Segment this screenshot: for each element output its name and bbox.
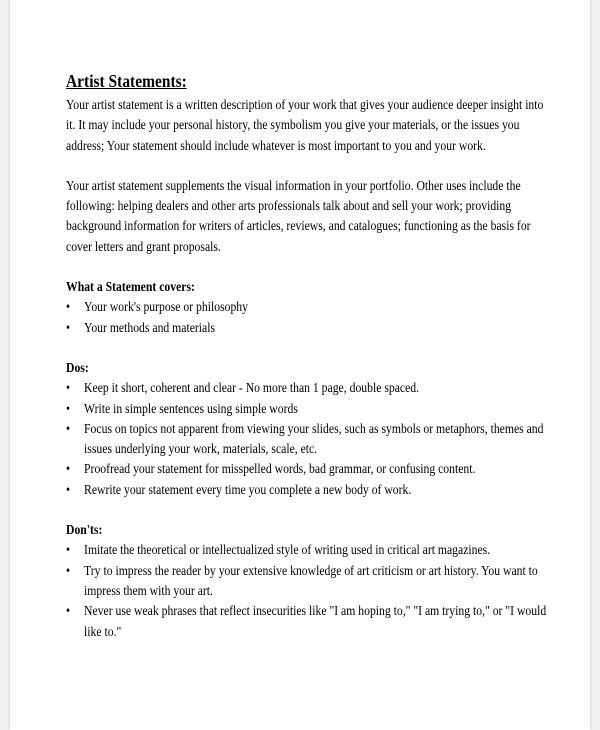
list-item bbox=[66, 459, 548, 479]
donts-list bbox=[66, 540, 548, 641]
paragraph-spacer bbox=[66, 257, 548, 277]
list-item bbox=[66, 601, 548, 642]
list-item bbox=[66, 561, 548, 602]
list-item-text: Your methods and materials bbox=[84, 319, 216, 335]
list-item-text: Never use weak phrases that reflect insecurities like "I am hoping to," "I am trying to," or "I would like to." bbox=[84, 603, 547, 639]
list-item bbox=[66, 419, 548, 460]
document-title: Artist Statements: bbox=[66, 71, 187, 91]
list-item-text: Proofread your statement for misspelled words, bad grammar, or confusing content. bbox=[84, 461, 476, 477]
list-item-text: Rewrite your statement every time you complete a new body of work. bbox=[84, 481, 412, 497]
list-item-text: Focus on topics not apparent from viewing your slides, such as symbols or metaphors, themes and issues underlying your work, materials, scale, etc. bbox=[84, 420, 544, 457]
bullet-icon: • bbox=[66, 461, 71, 477]
paragraph-spacer bbox=[66, 500, 548, 520]
list-item bbox=[66, 540, 548, 560]
document-page bbox=[10, 0, 590, 730]
list-item-text: Keep it short, coherent and clear - No more than 1 page, double spaced. bbox=[84, 380, 420, 396]
section-heading-dos: Dos: bbox=[66, 359, 89, 375]
bullet-icon: • bbox=[66, 319, 71, 335]
list-item bbox=[66, 378, 548, 398]
covers-list bbox=[66, 297, 548, 338]
paragraph-spacer bbox=[66, 156, 548, 176]
list-item-text: Your work's purpose or philosophy bbox=[84, 299, 249, 315]
section-heading-donts: Don'ts: bbox=[66, 522, 103, 538]
dos-list bbox=[66, 378, 548, 500]
bullet-icon: • bbox=[66, 380, 71, 396]
intro-paragraph-2: Your artist statement supplements the visual information in your portfolio. Other uses include the following: helping dealers and other arts professionals talk about and sell your work; providing background information for writers of articles, reviews, and catalogues; functioning as the basis for cover letters and grant proposals. bbox=[66, 177, 531, 254]
bullet-icon: • bbox=[66, 481, 71, 497]
list-item-text: Write in simple sentences using simple words bbox=[84, 400, 298, 416]
bullet-icon: • bbox=[66, 400, 71, 416]
list-item-text: Try to impress the reader by your extensive knowledge of art criticism or art history. You want to impress them with your art. bbox=[84, 562, 538, 598]
intro-paragraph-1: Your artist statement is a written description of your work that gives your audience deeper insight into it. It may include your personal history, the symbolism you give your materials, or the issues you address; Your statement should include whatever is most important to you and your work. bbox=[66, 97, 544, 153]
bullet-icon: • bbox=[66, 299, 71, 315]
list-item bbox=[66, 399, 548, 419]
bullet-icon: • bbox=[66, 562, 71, 578]
bullet-icon: • bbox=[66, 420, 71, 436]
paragraph-spacer bbox=[66, 338, 548, 358]
document-content bbox=[66, 70, 548, 642]
section-heading-covers: What a Statement covers: bbox=[66, 279, 195, 295]
list-item bbox=[66, 480, 548, 500]
list-item-text: Imitate the theoretical or intellectualized style of writing used in critical art magazines. bbox=[84, 542, 491, 558]
list-item bbox=[66, 318, 548, 338]
bullet-icon: • bbox=[66, 603, 71, 619]
bullet-icon: • bbox=[66, 542, 71, 558]
list-item bbox=[66, 297, 548, 317]
